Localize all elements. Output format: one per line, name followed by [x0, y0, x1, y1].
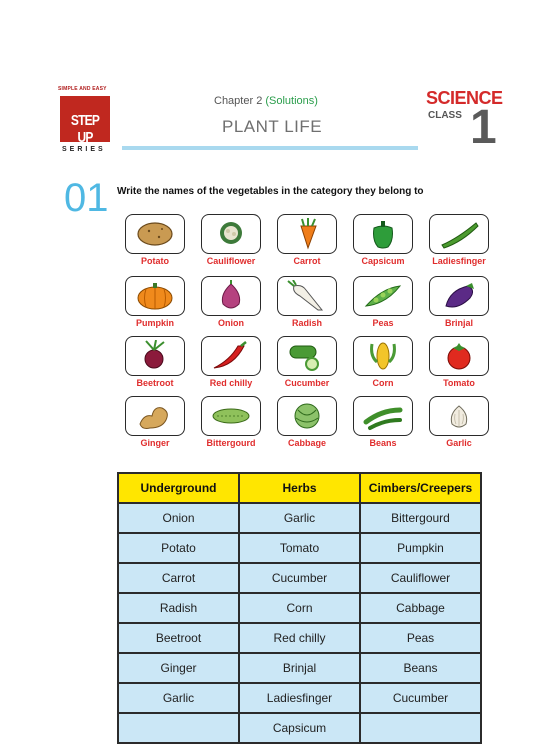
vegetable-label: Potato — [141, 256, 169, 266]
table-row — [118, 623, 481, 653]
table-cell: Red chilly — [239, 623, 360, 653]
beans-icon — [353, 396, 413, 436]
vegetable-tile — [345, 276, 421, 328]
table-cell: Ladiesfinger — [239, 683, 360, 713]
table-cell: Peas — [360, 623, 481, 653]
vegetable-tile — [193, 396, 269, 448]
table-cell: Onion — [118, 503, 239, 533]
cauliflower-icon — [201, 214, 261, 254]
vegetable-tile — [117, 336, 193, 388]
table-row — [118, 653, 481, 683]
vegetable-tile — [345, 336, 421, 388]
table-cell: Corn — [239, 593, 360, 623]
vegetable-label: Brinjal — [444, 318, 473, 328]
vegetable-label: Beans — [369, 438, 397, 448]
table-cell: Cucumber — [239, 563, 360, 593]
class-label: CLASS — [428, 110, 462, 121]
vegetable-tile — [269, 214, 345, 266]
vegetable-tile — [421, 336, 497, 388]
table-row — [118, 593, 481, 623]
logo-series-text: SERIES — [62, 146, 106, 153]
table-cell: Ginger — [118, 653, 239, 683]
vegetable-tile — [345, 396, 421, 448]
beetroot-icon — [125, 336, 185, 376]
potato-icon — [125, 214, 185, 254]
vegetable-label: Cucumber — [284, 378, 330, 388]
header-creepers: Cimbers/Creepers — [360, 473, 481, 503]
question-number: 01 — [64, 176, 109, 220]
table-cell: Pumpkin — [360, 533, 481, 563]
vegetable-label: Cabbage — [287, 438, 326, 448]
table-cell: Radish — [118, 593, 239, 623]
solution-table — [117, 472, 482, 744]
table-cell: Cauliflower — [360, 563, 481, 593]
logo-tagline: SIMPLE AND EASY — [58, 86, 107, 92]
peas-icon — [353, 276, 413, 316]
cucumber-icon — [277, 336, 337, 376]
vegetable-tile — [269, 336, 345, 388]
vegetable-label: Pumpkin — [135, 318, 174, 328]
vegetable-tile — [421, 396, 497, 448]
class-number: 1 — [470, 101, 497, 154]
header-herbs: Herbs — [239, 473, 360, 503]
vegetable-tile — [421, 214, 497, 266]
table-header-row — [118, 473, 481, 503]
vegetable-tile — [269, 276, 345, 328]
vegetable-tile — [117, 276, 193, 328]
carrot-icon — [277, 214, 337, 254]
vegetable-label: Carrot — [293, 256, 321, 266]
table-cell: Tomato — [239, 533, 360, 563]
garlic-icon — [429, 396, 489, 436]
vegetable-label: Corn — [372, 378, 394, 388]
cabbage-icon — [277, 396, 337, 436]
header-underground: Underground — [118, 473, 239, 503]
table-cell — [360, 713, 481, 743]
corn-icon — [353, 336, 413, 376]
vegetable-label: Ladiesfinger — [432, 256, 486, 266]
vegetable-tile — [193, 336, 269, 388]
vegetable-label: Cauliflower — [206, 256, 256, 266]
table-cell: Carrot — [118, 563, 239, 593]
table-cell: Bittergourd — [360, 503, 481, 533]
vegetable-label: Capsicum — [361, 256, 405, 266]
subject-label: SCIENCE — [426, 88, 503, 108]
onion-icon — [201, 276, 261, 316]
question-text: Write the names of the vegetables in the category they belong to — [117, 186, 424, 197]
vegetable-label: Tomato — [443, 378, 475, 388]
table-cell: Capsicum — [239, 713, 360, 743]
page-title: PLANT LIFE — [222, 117, 323, 136]
pumpkin-icon — [125, 276, 185, 316]
table-row — [118, 563, 481, 593]
vegetable-tile — [421, 276, 497, 328]
chapter-label: Chapter 2 — [214, 95, 263, 107]
vegetable-tile — [345, 214, 421, 266]
vegetable-label: Radish — [291, 318, 322, 328]
vegetable-tile — [117, 214, 193, 266]
vegetable-label: Garlic — [446, 438, 472, 448]
table-cell: Potato — [118, 533, 239, 563]
brinjal-icon — [429, 276, 489, 316]
vegetable-tile — [193, 214, 269, 266]
title-underline — [122, 146, 418, 150]
step-up-logo — [58, 86, 114, 166]
chapter-suffix: (Solutions) — [265, 95, 318, 107]
table-row — [118, 713, 481, 743]
table-cell: Cabbage — [360, 593, 481, 623]
table-row — [118, 503, 481, 533]
vegetable-tile — [117, 396, 193, 448]
logo-main-text: STEP UP — [70, 112, 100, 146]
vegetable-label: Ginger — [140, 438, 170, 448]
table-cell: Beans — [360, 653, 481, 683]
table-cell: Beetroot — [118, 623, 239, 653]
vegetable-tile — [269, 396, 345, 448]
capsicum-icon — [353, 214, 413, 254]
vegetable-label: Beetroot — [136, 378, 174, 388]
red-chilly-icon — [201, 336, 261, 376]
radish-icon — [277, 276, 337, 316]
vegetable-label: Bittergourd — [206, 438, 256, 448]
ladiesfinger-icon — [429, 214, 489, 254]
table-row — [118, 533, 481, 563]
vegetable-label: Peas — [372, 318, 394, 328]
table-cell: Cucumber — [360, 683, 481, 713]
logo-block — [60, 96, 110, 146]
chapter-heading — [214, 95, 318, 107]
tomato-icon — [429, 336, 489, 376]
vegetable-label: Red chilly — [209, 378, 253, 388]
ginger-icon — [125, 396, 185, 436]
vegetable-tile — [193, 276, 269, 328]
table-cell: Garlic — [239, 503, 360, 533]
table-cell: Brinjal — [239, 653, 360, 683]
table-row — [118, 683, 481, 713]
table-cell — [118, 713, 239, 743]
table-cell: Garlic — [118, 683, 239, 713]
bittergourd-icon — [201, 396, 261, 436]
vegetable-label: Onion — [218, 318, 244, 328]
